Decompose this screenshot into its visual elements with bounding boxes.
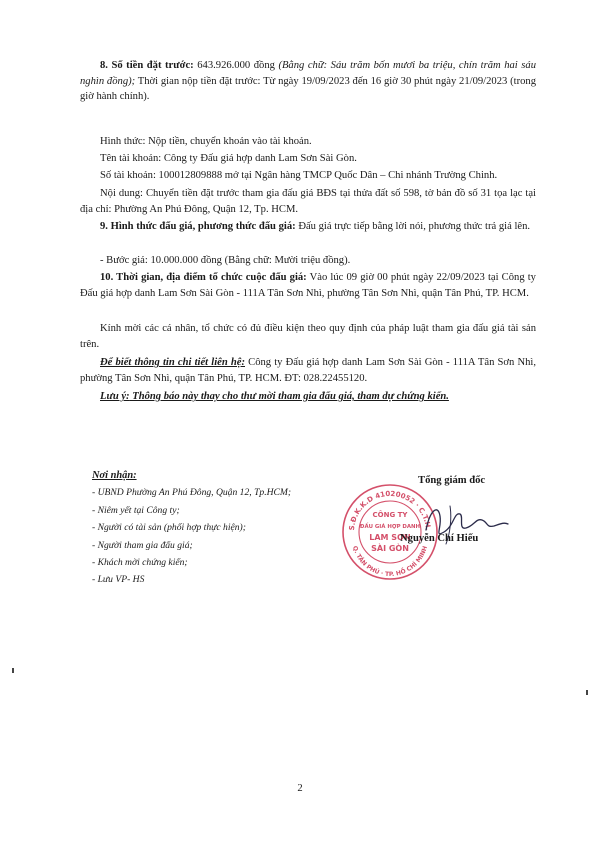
stamp-line2: ĐẤU GIÁ HỢP DANH [359, 524, 421, 530]
recipient-item: - Người tham gia đấu giá; [92, 539, 193, 551]
item10-time-place [80, 270, 536, 301]
invitation-text: Kính mời các cá nhân, tổ chức có đủ điều kiện theo quy định của pháp luật tham gia đấu giá tài sản trên. [80, 323, 536, 350]
contact-text: Công ty Đấu giá hợp danh Lam Sơn Sài Gòn - 111A Tân Sơn Nhì, phường Tân Sơn Nhì, quận Tân Phú, TP. HCM. ĐT: 028.22455120. [80, 357, 536, 384]
recipient-item: - Khách mời chứng kiến; [92, 557, 188, 569]
stamp-line4: SÀI GÒN [371, 544, 409, 553]
note-text: Thông báo này thay cho thư mời tham gia đấu giá, tham dự chứng kiến. [129, 391, 449, 402]
item8-transfer-content: Nội dung: Chuyển tiền đặt trước tham gia đấu giá BĐS tại thửa đất số 598, tờ bản đồ số 31 tọa lạc tại địa chỉ: Phường An Phú Đông, Quận 12, Tp. HCM. [80, 188, 536, 215]
item9-auction-form [80, 219, 536, 235]
item8-account-number: Số tài khoản: 100012809888 mở tại Ngân hàng TMCP Quốc Dân – Chi nhánh Trường Chinh. [100, 170, 498, 181]
recipient-item: - Niêm yết tại Công ty; [92, 504, 180, 516]
signer-title: Tổng giám đốc [418, 475, 486, 486]
stamp-line3: LAM SƠN [369, 533, 411, 542]
item9-text: Đấu giá trực tiếp bằng lời nói, phương thức trả giá lên. [295, 221, 531, 232]
item8-label: 8. Số tiền đặt trước: [100, 60, 194, 71]
item10-label: 10. Thời gian, địa điểm tổ chức cuộc đấu giá: [100, 272, 307, 283]
recipient-item: - Người có tài sản (phối hợp thực hiện); [92, 522, 246, 534]
note [80, 389, 536, 405]
scan-mark [12, 668, 14, 673]
recipients-title: Nơi nhận: [92, 470, 137, 481]
item8-method: Hình thức: Nộp tiền, chuyển khoản vào tài khoản. [100, 136, 312, 147]
item8-amount-words: (Bằng chữ: Sáu trăm bốn mươi ba triệu, chín trăm hai sáu nghìn đồng); [80, 60, 536, 87]
stamp-bottom-text: Q. TÂN PHÚ · TP. HỒ CHÍ MINH [350, 545, 430, 579]
recipient-item: - UBND Phường An Phú Đông, Quận 12, Tp.HCM; [92, 487, 292, 499]
page-number: 2 [297, 783, 303, 794]
stamp-ring-text: S.Đ.K.K.D 41020052 · C.T.H. [347, 489, 432, 531]
scan-mark [586, 690, 588, 695]
item8-time: Thời gian nộp tiền đặt trước: Từ ngày 19/09/2023 đến 16 giờ 30 phút ngày 21/09/2023 (trong giờ hành chính). [80, 75, 536, 103]
note-label: Lưu ý: [100, 391, 130, 402]
item9-bid-step: - Bước giá: 10.000.000 đồng (Bằng chữ: Mười triệu đồng). [100, 255, 351, 266]
recipients-list [92, 467, 352, 589]
contact-label: Để biết thông tin chi tiết liên hệ: [100, 357, 245, 368]
item10-text: Vào lúc 09 giờ 00 phút ngày 22/09/2023 tại Công ty Đấu giá hợp danh Lam Sơn Sài Gòn - 111A Tân Sơn Nhì, phường Tân Sơn Nhì, quận Tân Phú, TP. HCM. [80, 272, 536, 299]
stamp-line1: CÔNG TY [372, 511, 408, 519]
item8-amount: 643.926.000 đồng [193, 60, 279, 71]
item8-account-name: Tên tài khoản: Công ty Đấu giá hợp danh Lam Sơn Sài Gòn. [100, 153, 357, 164]
recipient-item: - Lưu VP- HS [92, 574, 145, 586]
signer-name: Nguyễn Chí Hiếu [400, 533, 479, 544]
item9-label: 9. Hình thức đấu giá, phương thức đấu giá: [100, 221, 296, 232]
item8-deposit [80, 58, 536, 105]
contact-info [80, 355, 536, 386]
